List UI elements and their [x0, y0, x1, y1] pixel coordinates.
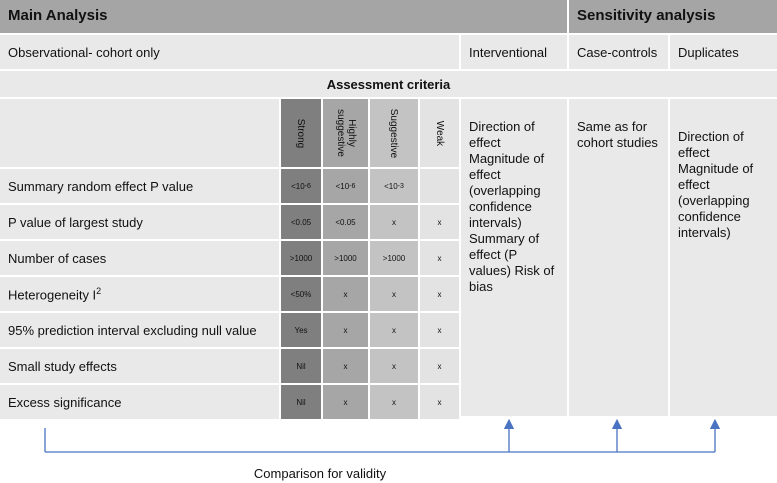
criterion-value: x [420, 277, 459, 311]
comparison-arrows [0, 418, 777, 458]
criterion-text: P value of largest study [8, 214, 143, 230]
criteria-header-blank [0, 99, 279, 167]
criterion-value: >1000 [370, 241, 418, 275]
duplicates-criteria-text: Direction of effect Magnitude of effect (overlapping confidence intervals) [678, 129, 754, 240]
assessment-criteria-bar [0, 71, 777, 97]
grade-label: Strong [295, 118, 307, 148]
grade-header-suggestive [370, 99, 418, 167]
criterion-value: >1000 [281, 241, 321, 275]
criterion-value: x [323, 349, 368, 383]
criterion-value: Nil [281, 349, 321, 383]
grade-header-highly-suggestive [323, 99, 368, 167]
criterion-value: x [370, 349, 418, 383]
criterion-text: Number of cases [8, 250, 107, 266]
case-controls-cell [569, 35, 668, 69]
criterion-value: x [370, 277, 418, 311]
criterion-value: <50% [281, 277, 321, 311]
criterion-value: x [323, 385, 368, 419]
criterion-value: x [420, 349, 459, 383]
criterion-value: x [420, 313, 459, 347]
criterion-label [0, 313, 279, 347]
criterion-value: x [323, 313, 368, 347]
criterion-value: >1000 [323, 241, 368, 275]
sensitivity-analysis-header [569, 0, 777, 33]
criterion-value: Nil [281, 385, 321, 419]
interventional-criteria-text: Direction of effect Magnitude of effect (overlapping confidence intervals) Summary of effect (P values) Risk of bias [469, 119, 555, 294]
criterion-label [0, 169, 279, 203]
interventional-label: Interventional [469, 44, 548, 60]
criterion-value: x [323, 277, 368, 311]
criterion-value: x [420, 241, 459, 275]
criterion-value: <10 -6 [281, 169, 321, 203]
criterion-value: <0.05 [281, 205, 321, 239]
criterion-value: <10 -6 [323, 169, 368, 203]
criterion-value: Yes [281, 313, 321, 347]
comparison-label [0, 466, 640, 481]
interventional-criteria [461, 99, 567, 416]
criterion-label [0, 205, 279, 239]
duplicates-label: Duplicates [678, 44, 739, 60]
criterion-text: Small study effects [8, 358, 117, 374]
observational-cohort-cell [0, 35, 459, 69]
grade-header-strong [281, 99, 321, 167]
criterion-label [0, 349, 279, 383]
grade-header-weak [420, 99, 459, 167]
criterion-value: x [420, 205, 459, 239]
criterion-value: x [420, 385, 459, 419]
observational-label: Observational- cohort only [8, 44, 160, 60]
criterion-value: <0.05 [323, 205, 368, 239]
criterion-value: x [370, 313, 418, 347]
criterion-value [420, 169, 459, 203]
criterion-label [0, 385, 279, 419]
criterion-text: 95% prediction interval excluding null value [8, 322, 257, 338]
grade-label: Weak [433, 120, 445, 146]
sensitivity-analysis-title: Sensitivity analysis [577, 7, 716, 24]
criterion-text: Excess significance [8, 394, 122, 410]
assessment-criteria-title: Assessment criteria [326, 76, 451, 92]
criterion-value: x [370, 205, 418, 239]
criterion-label [0, 241, 279, 275]
criterion-value: <10 -3 [370, 169, 418, 203]
case-controls-criteria [569, 99, 668, 416]
case-controls-label: Case-controls [577, 44, 658, 60]
criterion-value: x [370, 385, 418, 419]
grade-label: Highly suggestive [334, 109, 357, 157]
interventional-cell [461, 35, 567, 69]
criterion-text: Summary random effect P value [8, 178, 194, 194]
main-analysis-title: Main Analysis [8, 7, 108, 24]
case-controls-criteria-text: Same as for cohort studies [577, 119, 658, 150]
grade-label: Suggestive [388, 108, 400, 158]
comparison-text: Comparison for validity [253, 466, 387, 481]
criterion-text: Heterogeneity $I^2$ [8, 285, 102, 303]
criterion-label [0, 277, 279, 311]
main-analysis-header [0, 0, 567, 33]
duplicates-cell [670, 35, 777, 69]
duplicates-criteria [670, 99, 777, 416]
